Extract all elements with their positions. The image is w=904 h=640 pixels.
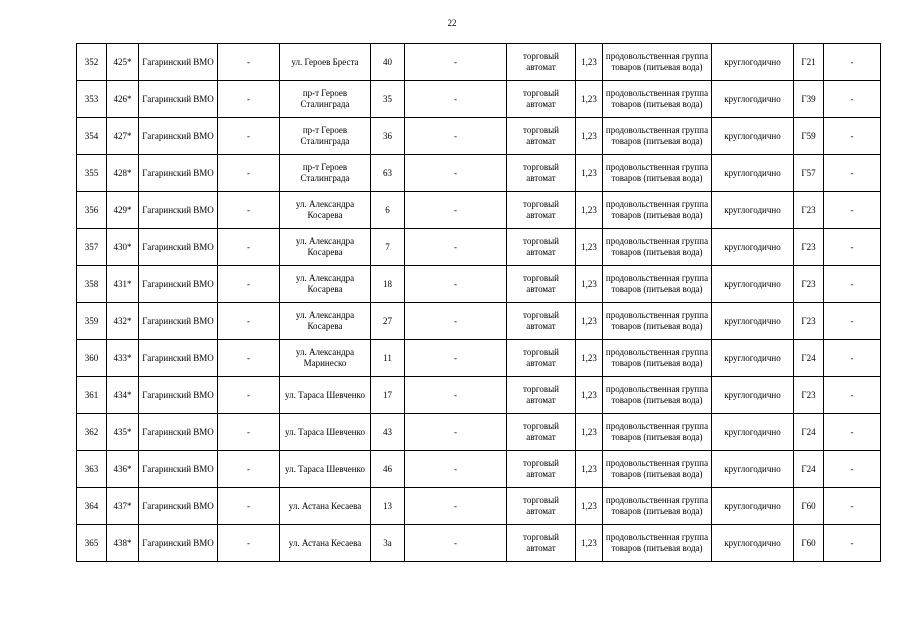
zone-code-cell: Г23 (794, 266, 824, 303)
district-cell: Гагаринский ВМО (139, 451, 218, 488)
table-row (77, 451, 881, 488)
place-cell: - (218, 118, 280, 155)
row-number-cell: 359 (77, 303, 107, 340)
extra-info-cell: - (405, 340, 507, 377)
district-cell: Гагаринский ВМО (139, 81, 218, 118)
street-cell: пр-т Героев Сталинграда (280, 155, 371, 192)
extra-info-cell: - (405, 414, 507, 451)
place-cell: - (218, 266, 280, 303)
object-type-cell: торговый автомат (507, 303, 576, 340)
goods-group-cell: продовольственная группа товаров (питьевая вода) (603, 81, 712, 118)
period-cell: круглогодично (712, 229, 794, 266)
placement-code-cell: 429* (107, 192, 139, 229)
area-cell: 1,23 (576, 266, 603, 303)
period-cell: круглогодично (712, 303, 794, 340)
note-cell: - (824, 340, 881, 377)
place-cell: - (218, 81, 280, 118)
area-cell: 1,23 (576, 488, 603, 525)
extra-info-cell: - (405, 81, 507, 118)
place-cell: - (218, 303, 280, 340)
period-cell: круглогодично (712, 44, 794, 81)
object-type-cell: торговый автомат (507, 525, 576, 562)
zone-code-cell: Г60 (794, 525, 824, 562)
area-cell: 1,23 (576, 229, 603, 266)
object-type-cell: торговый автомат (507, 340, 576, 377)
period-cell: круглогодично (712, 266, 794, 303)
note-cell: - (824, 118, 881, 155)
place-cell: - (218, 377, 280, 414)
table-row (77, 192, 881, 229)
street-cell: ул. Астана Кесаева (280, 525, 371, 562)
street-cell: ул. Александра Косарева (280, 192, 371, 229)
placement-code-cell: 425* (107, 44, 139, 81)
placement-code-cell: 431* (107, 266, 139, 303)
object-type-cell: торговый автомат (507, 44, 576, 81)
area-cell: 1,23 (576, 192, 603, 229)
placement-schedule-table (76, 43, 881, 562)
table-row (77, 525, 881, 562)
zone-code-cell: Г23 (794, 192, 824, 229)
row-number-cell: 354 (77, 118, 107, 155)
area-cell: 1,23 (576, 340, 603, 377)
area-cell: 1,23 (576, 303, 603, 340)
district-cell: Гагаринский ВМО (139, 229, 218, 266)
note-cell: - (824, 192, 881, 229)
street-cell: ул. Астана Кесаева (280, 488, 371, 525)
table-row (77, 377, 881, 414)
zone-code-cell: Г60 (794, 488, 824, 525)
note-cell: - (824, 44, 881, 81)
row-number-cell: 355 (77, 155, 107, 192)
row-number-cell: 357 (77, 229, 107, 266)
row-number-cell: 356 (77, 192, 107, 229)
goods-group-cell: продовольственная группа товаров (питьевая вода) (603, 451, 712, 488)
zone-code-cell: Г23 (794, 303, 824, 340)
zone-code-cell: Г24 (794, 340, 824, 377)
row-number-cell: 364 (77, 488, 107, 525)
period-cell: круглогодично (712, 377, 794, 414)
row-number-cell: 360 (77, 340, 107, 377)
extra-info-cell: - (405, 525, 507, 562)
table-row (77, 340, 881, 377)
table-row (77, 155, 881, 192)
goods-group-cell: продовольственная группа товаров (питьевая вода) (603, 414, 712, 451)
house-number-cell: 3а (371, 525, 405, 562)
placement-code-cell: 428* (107, 155, 139, 192)
row-number-cell: 365 (77, 525, 107, 562)
note-cell: - (824, 303, 881, 340)
object-type-cell: торговый автомат (507, 229, 576, 266)
placement-code-cell: 432* (107, 303, 139, 340)
street-cell: пр-т Героев Сталинграда (280, 81, 371, 118)
goods-group-cell: продовольственная группа товаров (питьевая вода) (603, 340, 712, 377)
period-cell: круглогодично (712, 155, 794, 192)
table-row (77, 414, 881, 451)
table-row (77, 303, 881, 340)
table-row (77, 81, 881, 118)
placement-code-cell: 426* (107, 81, 139, 118)
extra-info-cell: - (405, 377, 507, 414)
place-cell: - (218, 155, 280, 192)
placement-code-cell: 427* (107, 118, 139, 155)
object-type-cell: торговый автомат (507, 488, 576, 525)
placement-code-cell: 433* (107, 340, 139, 377)
street-cell: ул. Тараса Шевченко (280, 451, 371, 488)
house-number-cell: 43 (371, 414, 405, 451)
district-cell: Гагаринский ВМО (139, 155, 218, 192)
street-cell: ул. Тараса Шевченко (280, 414, 371, 451)
house-number-cell: 6 (371, 192, 405, 229)
extra-info-cell: - (405, 266, 507, 303)
table-row (77, 118, 881, 155)
table-body (77, 44, 881, 562)
house-number-cell: 13 (371, 488, 405, 525)
street-cell: ул. Тараса Шевченко (280, 377, 371, 414)
row-number-cell: 358 (77, 266, 107, 303)
area-cell: 1,23 (576, 451, 603, 488)
table-row (77, 266, 881, 303)
placement-code-cell: 434* (107, 377, 139, 414)
extra-info-cell: - (405, 303, 507, 340)
house-number-cell: 7 (371, 229, 405, 266)
district-cell: Гагаринский ВМО (139, 525, 218, 562)
place-cell: - (218, 44, 280, 81)
period-cell: круглогодично (712, 451, 794, 488)
area-cell: 1,23 (576, 118, 603, 155)
area-cell: 1,23 (576, 525, 603, 562)
extra-info-cell: - (405, 118, 507, 155)
goods-group-cell: продовольственная группа товаров (питьевая вода) (603, 192, 712, 229)
extra-info-cell: - (405, 155, 507, 192)
area-cell: 1,23 (576, 155, 603, 192)
object-type-cell: торговый автомат (507, 451, 576, 488)
zone-code-cell: Г21 (794, 44, 824, 81)
extra-info-cell: - (405, 451, 507, 488)
object-type-cell: торговый автомат (507, 155, 576, 192)
period-cell: круглогодично (712, 81, 794, 118)
row-number-cell: 362 (77, 414, 107, 451)
house-number-cell: 63 (371, 155, 405, 192)
house-number-cell: 17 (371, 377, 405, 414)
period-cell: круглогодично (712, 118, 794, 155)
extra-info-cell: - (405, 192, 507, 229)
note-cell: - (824, 525, 881, 562)
street-cell: ул. Александра Косарева (280, 266, 371, 303)
object-type-cell: торговый автомат (507, 377, 576, 414)
row-number-cell: 361 (77, 377, 107, 414)
area-cell: 1,23 (576, 414, 603, 451)
house-number-cell: 27 (371, 303, 405, 340)
object-type-cell: торговый автомат (507, 118, 576, 155)
house-number-cell: 40 (371, 44, 405, 81)
object-type-cell: торговый автомат (507, 81, 576, 118)
object-type-cell: торговый автомат (507, 192, 576, 229)
house-number-cell: 46 (371, 451, 405, 488)
place-cell: - (218, 488, 280, 525)
period-cell: круглогодично (712, 525, 794, 562)
goods-group-cell: продовольственная группа товаров (питьевая вода) (603, 266, 712, 303)
period-cell: круглогодично (712, 340, 794, 377)
district-cell: Гагаринский ВМО (139, 266, 218, 303)
period-cell: круглогодично (712, 414, 794, 451)
district-cell: Гагаринский ВМО (139, 192, 218, 229)
place-cell: - (218, 229, 280, 266)
goods-group-cell: продовольственная группа товаров (питьевая вода) (603, 44, 712, 81)
place-cell: - (218, 340, 280, 377)
district-cell: Гагаринский ВМО (139, 118, 218, 155)
note-cell: - (824, 81, 881, 118)
area-cell: 1,23 (576, 44, 603, 81)
street-cell: ул. Александра Косарева (280, 229, 371, 266)
placement-code-cell: 430* (107, 229, 139, 266)
goods-group-cell: продовольственная группа товаров (питьевая вода) (603, 155, 712, 192)
extra-info-cell: - (405, 44, 507, 81)
house-number-cell: 35 (371, 81, 405, 118)
placement-code-cell: 436* (107, 451, 139, 488)
row-number-cell: 353 (77, 81, 107, 118)
area-cell: 1,23 (576, 377, 603, 414)
street-cell: ул. Александра Косарева (280, 303, 371, 340)
district-cell: Гагаринский ВМО (139, 340, 218, 377)
district-cell: Гагаринский ВМО (139, 488, 218, 525)
note-cell: - (824, 414, 881, 451)
page-number: 22 (447, 18, 457, 28)
table-row (77, 44, 881, 81)
zone-code-cell: Г23 (794, 377, 824, 414)
goods-group-cell: продовольственная группа товаров (питьевая вода) (603, 229, 712, 266)
table-row (77, 488, 881, 525)
zone-code-cell: Г39 (794, 81, 824, 118)
goods-group-cell: продовольственная группа товаров (питьевая вода) (603, 118, 712, 155)
note-cell: - (824, 155, 881, 192)
street-cell: ул. Героев Бреста (280, 44, 371, 81)
zone-code-cell: Г59 (794, 118, 824, 155)
street-cell: ул. Александра Маринеско (280, 340, 371, 377)
table-row (77, 229, 881, 266)
goods-group-cell: продовольственная группа товаров (питьевая вода) (603, 377, 712, 414)
note-cell: - (824, 488, 881, 525)
place-cell: - (218, 414, 280, 451)
street-cell: пр-т Героев Сталинграда (280, 118, 371, 155)
row-number-cell: 352 (77, 44, 107, 81)
district-cell: Гагаринский ВМО (139, 44, 218, 81)
district-cell: Гагаринский ВМО (139, 377, 218, 414)
area-cell: 1,23 (576, 81, 603, 118)
zone-code-cell: Г24 (794, 451, 824, 488)
house-number-cell: 18 (371, 266, 405, 303)
zone-code-cell: Г23 (794, 229, 824, 266)
house-number-cell: 36 (371, 118, 405, 155)
note-cell: - (824, 451, 881, 488)
place-cell: - (218, 525, 280, 562)
house-number-cell: 11 (371, 340, 405, 377)
placement-code-cell: 438* (107, 525, 139, 562)
goods-group-cell: продовольственная группа товаров (питьевая вода) (603, 303, 712, 340)
place-cell: - (218, 192, 280, 229)
district-cell: Гагаринский ВМО (139, 303, 218, 340)
extra-info-cell: - (405, 229, 507, 266)
goods-group-cell: продовольственная группа товаров (питьевая вода) (603, 525, 712, 562)
period-cell: круглогодично (712, 488, 794, 525)
note-cell: - (824, 377, 881, 414)
goods-group-cell: продовольственная группа товаров (питьевая вода) (603, 488, 712, 525)
placement-code-cell: 435* (107, 414, 139, 451)
object-type-cell: торговый автомат (507, 266, 576, 303)
note-cell: - (824, 266, 881, 303)
period-cell: круглогодично (712, 192, 794, 229)
district-cell: Гагаринский ВМО (139, 414, 218, 451)
note-cell: - (824, 229, 881, 266)
object-type-cell: торговый автомат (507, 414, 576, 451)
row-number-cell: 363 (77, 451, 107, 488)
zone-code-cell: Г57 (794, 155, 824, 192)
place-cell: - (218, 451, 280, 488)
extra-info-cell: - (405, 488, 507, 525)
placement-code-cell: 437* (107, 488, 139, 525)
zone-code-cell: Г24 (794, 414, 824, 451)
